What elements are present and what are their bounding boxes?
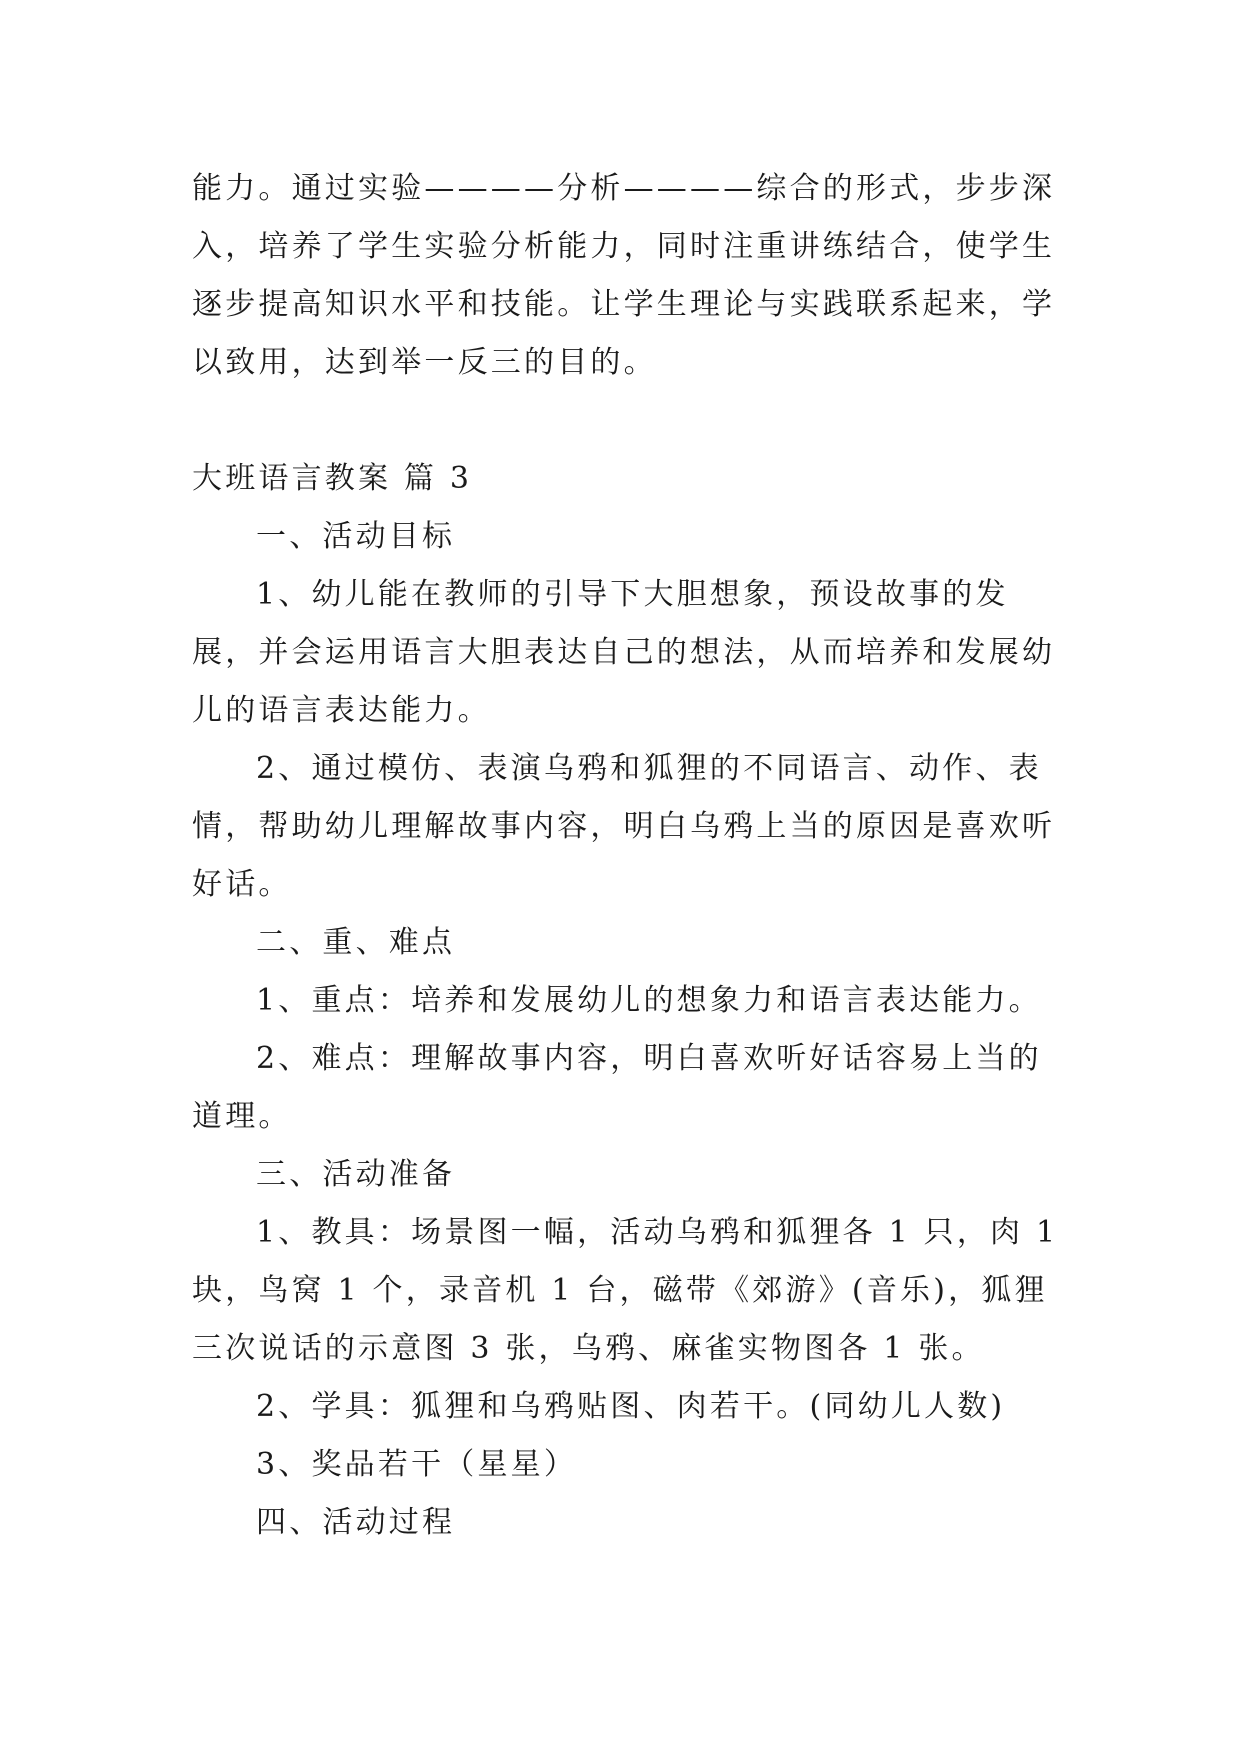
goal-item-1: 1、幼儿能在教师的引导下大胆想象，预设故事的发展，并会运用语言大胆表达自己的想法，从而培养和发展幼儿的语言表达能力。 xyxy=(192,577,1056,728)
heading-activity-goals: 一、活动目标 xyxy=(256,519,456,554)
preparation-item-1: 1、教具：场景图一幅，活动乌鸦和狐狸各 1 只，肉 1 块，鸟窝 1 个，录音机 1 台，磁带《郊游》(音乐)，狐狸三次说话的示意图 3 张，乌鸦、麻雀实物图各 1 张。 xyxy=(192,1215,1059,1366)
document-body xyxy=(192,160,1062,1552)
goal-item-2: 2、通过模仿、表演乌鸦和狐狸的不同语言、动作、表情，帮助幼儿理解故事内容，明白乌鸦上当的原因是喜欢听好话。 xyxy=(192,751,1056,902)
section-title: 大班语言教案 篇 3 xyxy=(192,461,473,496)
heading-activity-process: 四、活动过程 xyxy=(256,1505,456,1540)
section-spacer xyxy=(192,392,1062,450)
heading-key-difficult-points: 二、重、难点 xyxy=(256,925,456,960)
preparation-item-3: 3、奖品若干（星星） xyxy=(256,1447,578,1482)
intro-paragraph: 能力。通过实验————分析————综合的形式，步步深入，培养了学生实验分析能力，同时注重讲练结合，使学生逐步提高知识水平和技能。让学生理论与实践联系起来，学以致用，达到举一反三的目的。 xyxy=(192,171,1056,380)
heading-activity-preparation: 三、活动准备 xyxy=(256,1157,456,1192)
key-point-item: 1、重点：培养和发展幼儿的想象力和语言表达能力。 xyxy=(256,983,1042,1018)
preparation-item-2: 2、学具：狐狸和乌鸦贴图、肉若干。(同幼儿人数) xyxy=(256,1389,1006,1424)
difficult-point-item: 2、难点：理解故事内容，明白喜欢听好话容易上当的道理。 xyxy=(192,1041,1042,1134)
